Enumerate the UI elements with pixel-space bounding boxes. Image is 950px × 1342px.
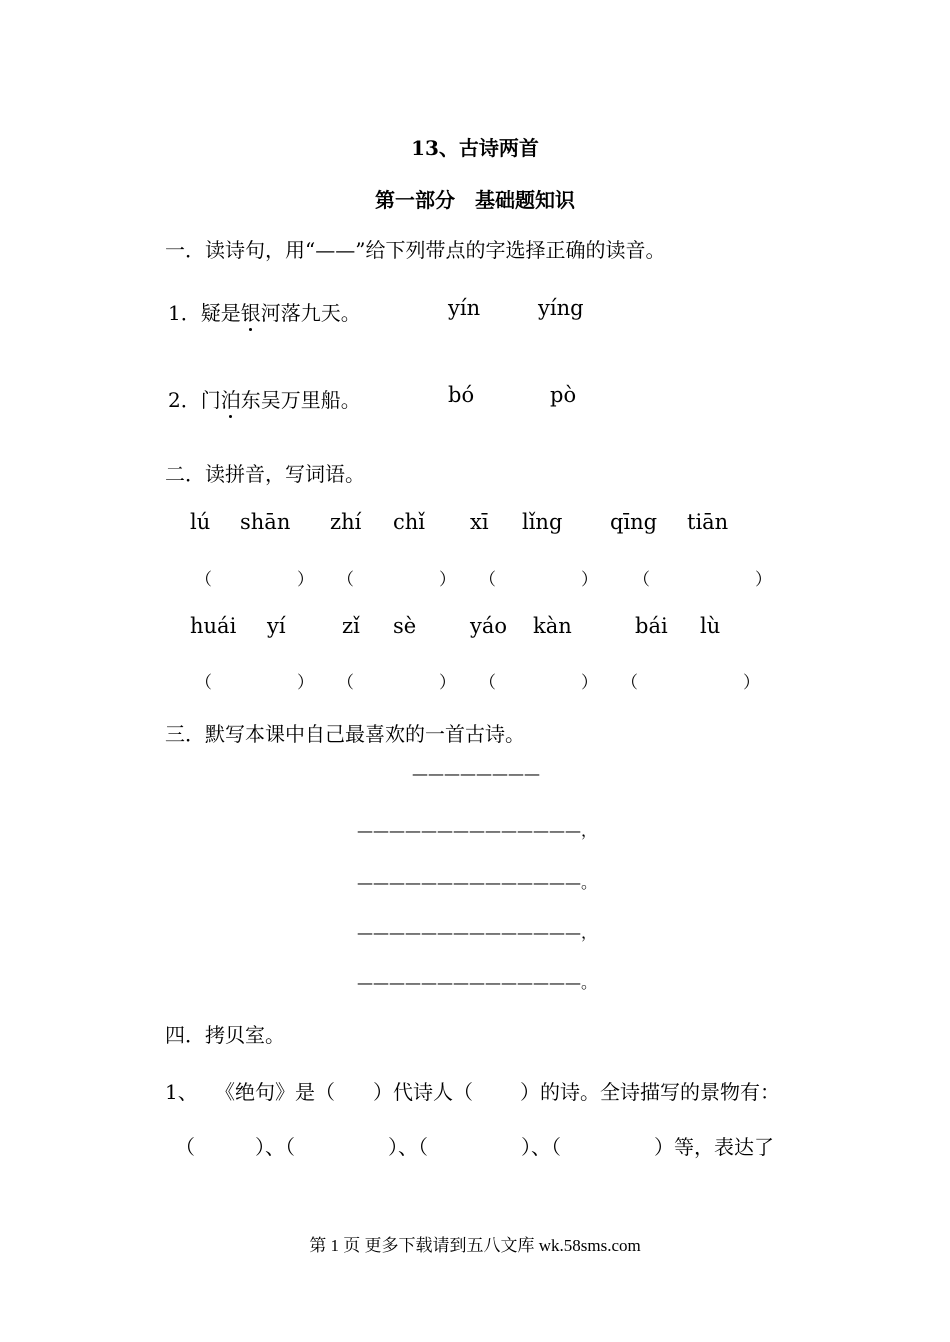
lesson-title: 13、古诗两首 [411, 136, 539, 160]
pinyin-option[interactable]: pò [550, 383, 577, 407]
poem-title-blank[interactable]: ———————— [412, 764, 540, 783]
answer-paren-open: （ [479, 570, 496, 590]
pinyin-syllable: lú [190, 510, 211, 534]
answer-paren-close: ） [581, 673, 598, 693]
pinyin-option[interactable]: bó [448, 383, 475, 407]
pinyin-option[interactable]: yíng [538, 296, 584, 320]
pinyin-syllable: tiān [687, 510, 729, 534]
question-1 [168, 297, 361, 326]
question-number: 2． [168, 388, 201, 412]
answer-paren-close: ） [297, 570, 314, 590]
pinyin-option[interactable]: yín [448, 296, 481, 320]
answer-paren-close: ） [297, 673, 314, 693]
pinyin-syllable: yáo [470, 614, 508, 638]
answer-paren: ）、（ [521, 1135, 561, 1159]
pinyin-syllable: sè [393, 614, 417, 638]
question-number: 1． [168, 301, 201, 325]
question-text: ）代诗人（ [373, 1080, 473, 1104]
pinyin-syllable: huái [190, 614, 237, 638]
question-text: ）的诗。全诗描写的景物有： [520, 1080, 780, 1104]
sentence-text: 河落九天。 [260, 301, 361, 325]
question-text: ）等，表达了 [654, 1135, 774, 1159]
answer-paren-close: ） [439, 673, 456, 693]
section2-heading: 二．读拼音，写词语。 [165, 462, 365, 486]
pinyin-syllable: shān [240, 510, 291, 534]
section1-heading: 一．读诗句，用“——”给下列带点的字选择正确的读音。 [165, 238, 666, 262]
answer-paren-open: （ [479, 673, 496, 693]
poem-line-blank[interactable]: ——————————————。 [357, 973, 598, 992]
pinyin-syllable: yí [267, 614, 286, 638]
answer-paren-close: ） [439, 570, 456, 590]
question-text: 《绝句》是（ [215, 1080, 335, 1104]
pinyin-syllable: xī [470, 510, 489, 534]
answer-paren-open: （ [621, 673, 638, 693]
dotted-character: 泊 [221, 384, 241, 413]
answer-paren-open: （ [633, 570, 650, 590]
poem-line-blank[interactable]: ——————————————。 [357, 873, 598, 892]
pinyin-syllable: zǐ [342, 614, 360, 638]
pinyin-syllable: bái [635, 614, 668, 638]
pinyin-syllable: zhí [330, 510, 362, 534]
answer-paren-close: ） [743, 673, 760, 693]
pinyin-syllable: qīng [610, 510, 658, 534]
answer-paren: ）、（ [388, 1135, 428, 1159]
poem-line-blank[interactable]: ——————————————， [357, 923, 598, 942]
page-footer: 第 1 页 更多下载请到五八文库 wk.58sms.com [309, 1236, 641, 1255]
sentence-text: 疑是 [200, 301, 241, 325]
question-2 [168, 384, 361, 413]
answer-paren-open: （ [195, 570, 212, 590]
pinyin-syllable: kàn [533, 614, 572, 638]
answer-paren: （ [175, 1135, 195, 1159]
answer-paren-open: （ [195, 673, 212, 693]
section3-heading: 三．默写本课中自己最喜欢的一首古诗。 [165, 722, 525, 746]
sentence-text: 东吴万里船。 [240, 388, 361, 412]
section4-heading: 四．拷贝室。 [165, 1023, 285, 1047]
pinyin-syllable: lù [700, 614, 721, 638]
answer-paren-open: （ [337, 673, 354, 693]
pinyin-syllable: chǐ [393, 510, 426, 534]
pinyin-syllable: lǐng [522, 510, 563, 534]
sentence-text: 门 [200, 388, 221, 412]
part-title: 第一部分 基础题知识 [375, 188, 575, 212]
question-number: 1、 [165, 1080, 198, 1104]
dotted-character: 银 [241, 297, 261, 326]
poem-line-blank[interactable]: ——————————————， [357, 821, 598, 840]
answer-paren: ）、（ [255, 1135, 295, 1159]
answer-paren-open: （ [337, 570, 354, 590]
answer-paren-close: ） [581, 570, 598, 590]
answer-paren-close: ） [755, 570, 772, 590]
